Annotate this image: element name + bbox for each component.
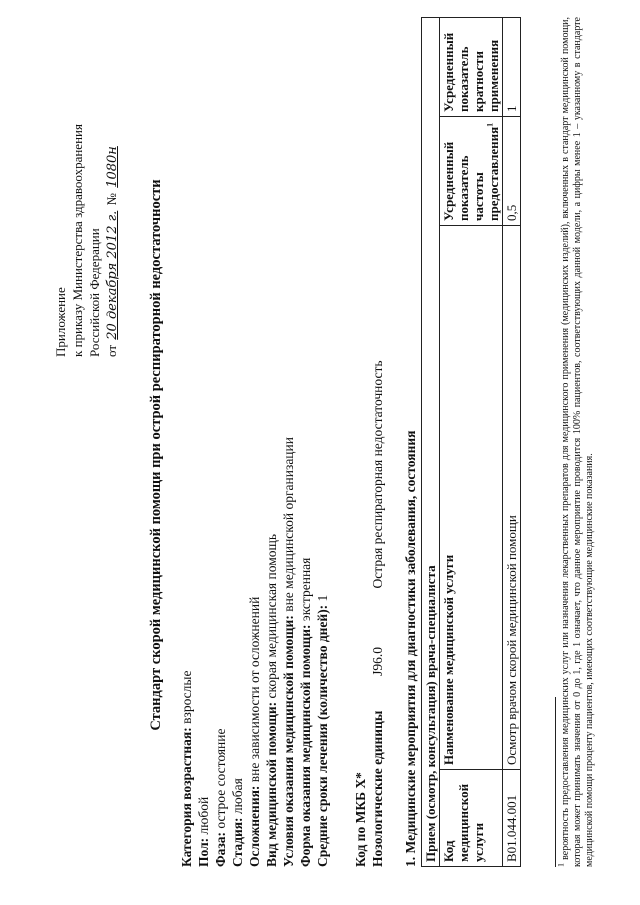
table-row xyxy=(503,18,521,867)
param-value: вне медицинской организации xyxy=(281,437,296,616)
appendix-line: Приложение xyxy=(53,287,68,357)
param-row xyxy=(314,247,331,867)
param-value: вне зависимости от осложнений xyxy=(247,596,262,786)
param-label: Вид медицинской помощи: xyxy=(264,701,279,867)
param-value: любой xyxy=(196,796,211,838)
footnote-marker: 1 xyxy=(556,863,566,867)
mkb-code: J96.0 xyxy=(370,646,385,676)
cell-name: Осмотр врачом скорой медицинской помощи xyxy=(503,225,521,769)
appendix-line: Российской Федерации xyxy=(87,228,102,357)
appendix-line: к приказу Министерства здравоохранения xyxy=(70,124,85,357)
footnote-ref: 1 xyxy=(485,122,495,127)
param-label: Средние сроки лечения (количество дней): xyxy=(315,604,330,867)
nosology-label: Нозологические единицы xyxy=(370,710,385,867)
param-row xyxy=(246,247,263,867)
param-label: Форма оказания медицинской помощи: xyxy=(298,624,313,867)
section-title: 1. Медицинские мероприятия для диагностики заболевания, состояния xyxy=(403,430,418,867)
param-row xyxy=(263,247,280,867)
table-subheader-row xyxy=(422,18,440,867)
standard-parameters xyxy=(178,247,331,867)
order-from-label: от xyxy=(104,344,119,357)
mkb-label-text: Код по МКБ X* xyxy=(353,772,368,867)
order-number: 1080н xyxy=(105,146,120,188)
table-subheader: Прием (осмотр, консультация) врача-специалиста xyxy=(422,18,440,867)
param-value: взрослые xyxy=(179,670,194,728)
param-label: Пол: xyxy=(196,837,211,867)
param-value: 1 xyxy=(315,594,330,605)
table-header-row xyxy=(440,18,503,867)
cell-code: B01.044.001 xyxy=(503,770,521,867)
order-date-line xyxy=(103,17,121,357)
order-number-label: № xyxy=(104,193,119,206)
footnote-divider xyxy=(555,697,556,867)
param-row xyxy=(229,247,246,867)
param-value: острое состояние xyxy=(213,728,228,832)
nosology-name: Острая респираторная недостаточность xyxy=(370,360,385,589)
document-title: Стандарт скорой медицинской помощи при острой респираторной недостаточности xyxy=(148,179,164,731)
header-code: Код медицинской услуги xyxy=(440,770,503,867)
cell-multiplicity: 1 xyxy=(503,18,521,117)
param-value: любая xyxy=(230,778,245,818)
header-name: Наименование медицинской услуги xyxy=(440,225,503,769)
param-row xyxy=(178,247,195,867)
param-label: Условия оказания медицинской помощи: xyxy=(281,615,296,867)
footnote xyxy=(556,17,596,867)
param-label: Фаза: xyxy=(213,831,228,867)
param-label: Стадия: xyxy=(230,817,245,867)
order-date: 20 декабря 2012 г. xyxy=(105,210,120,340)
param-row xyxy=(212,247,229,867)
header-frequency-text: Усредненный показатель частоты предоставления xyxy=(441,126,501,221)
param-row xyxy=(280,247,297,867)
appendix-block xyxy=(52,17,121,357)
nosology-row xyxy=(369,360,386,867)
header-multiplicity: Усредненный показатель кратности применения xyxy=(440,18,503,117)
param-value: скорая медицинская помощь xyxy=(264,533,279,702)
mkb-code-label xyxy=(352,360,369,867)
param-value: экстренная xyxy=(298,557,313,625)
footnote-text: вероятность предоставления медицинских услуг или назначения лекарственных препаратов для медицинского применения (медицинских изделий), включенных в стандарт медицинской помощи, которая может принимать значения от 0 до 1, где 1 означает, что данное мероприятие проводится 100% пациентов, соответствующих данной модели, а цифры менее 1 – указанному в стандарте медицинской помощи проценту пациентов, имеющих соответствующие медицинские показания. xyxy=(560,17,595,867)
param-label: Категория возрастная: xyxy=(179,727,194,867)
diagnosis-codes xyxy=(352,360,386,867)
param-row xyxy=(195,247,212,867)
cell-frequency: 0,5 xyxy=(503,116,521,225)
services-table xyxy=(421,17,521,867)
header-frequency xyxy=(440,116,503,225)
param-row xyxy=(297,247,314,867)
param-label: Осложнения: xyxy=(247,785,262,867)
